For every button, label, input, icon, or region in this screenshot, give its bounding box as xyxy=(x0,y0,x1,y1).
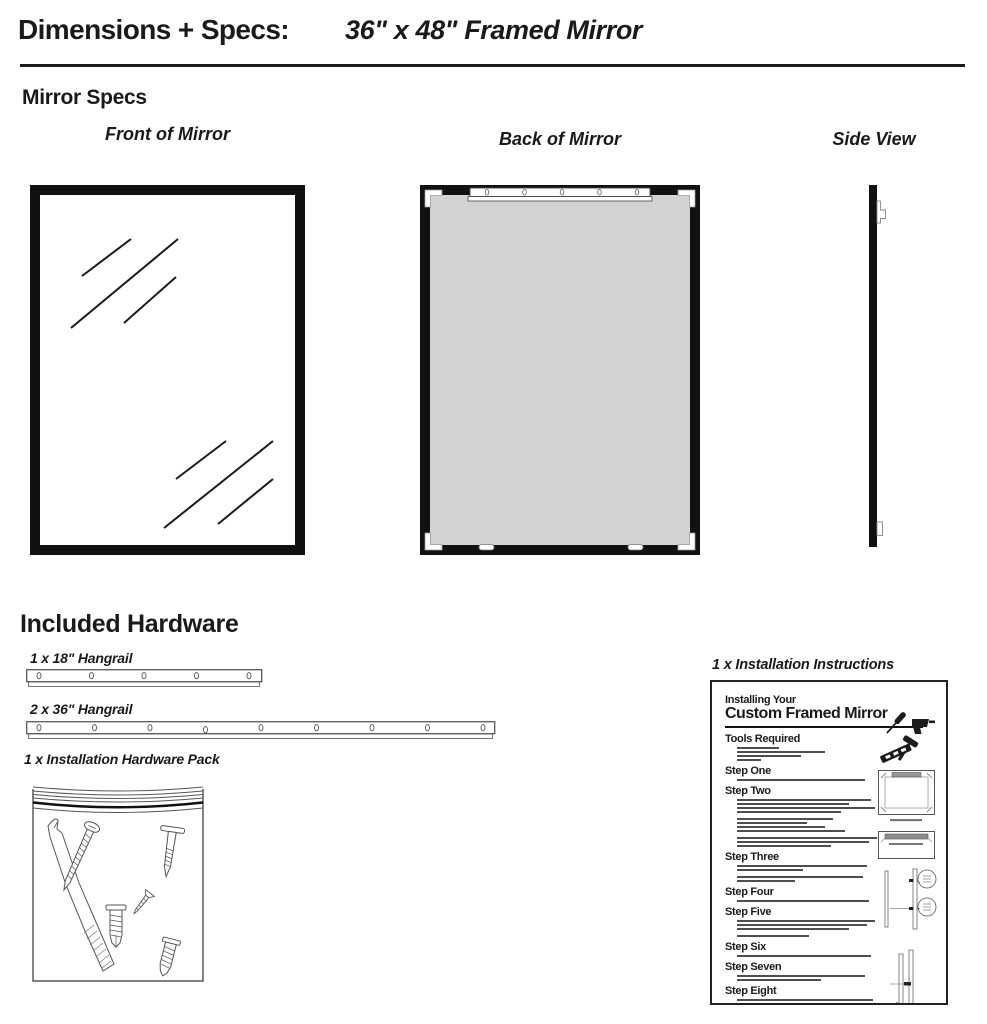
hangrail-36-label: 2 x 36" Hangrail xyxy=(30,701,133,717)
doc-title-line1: Installing Your xyxy=(725,694,796,706)
hardware-pack-diagram xyxy=(31,781,206,988)
step-eight-heading: Step Eight xyxy=(725,985,777,997)
security-brackets-figure xyxy=(877,769,939,825)
back-dust-cover xyxy=(430,195,690,545)
doc-figures-column xyxy=(875,708,941,1005)
side-view-label: Side View xyxy=(832,129,916,149)
step-one-heading: Step One xyxy=(725,765,771,777)
front-view-label: Front of Mirror xyxy=(105,124,230,144)
step-five-heading: Step Five xyxy=(725,906,772,918)
instructions-label: 1 x Installation Instructions xyxy=(712,657,894,673)
instructions-page xyxy=(710,680,948,1005)
hardware-pack-label: 1 x Installation Hardware Pack xyxy=(24,751,220,767)
step-seven-heading: Step Seven xyxy=(725,961,782,973)
included-hardware-heading: Included Hardware xyxy=(20,610,239,638)
hangrail-cleat xyxy=(877,201,886,223)
step-four-heading: Step Four xyxy=(725,886,774,898)
bag-outline xyxy=(33,789,203,981)
tools-required-heading: Tools Required xyxy=(725,733,801,745)
step-six-heading: Step Six xyxy=(725,941,767,953)
step-three-heading: Step Three xyxy=(725,851,779,863)
wall-mount-figure-2 xyxy=(878,948,938,1005)
mirror-shine-lines xyxy=(40,195,295,545)
page-title: Dimensions + Specs: xyxy=(18,14,290,45)
mounted-hangrail xyxy=(468,188,652,201)
hangrail-36-diagram xyxy=(26,721,496,746)
page-subtitle: 36" x 48" Framed Mirror xyxy=(345,15,643,45)
back-mirror-diagram xyxy=(420,185,700,560)
step-two-heading: Step Two xyxy=(725,785,771,797)
doc-title-line2: Custom Framed Mirror xyxy=(725,705,888,722)
back-view-label: Back of Mirror xyxy=(498,129,622,149)
side-profile xyxy=(869,185,877,547)
tools-icon xyxy=(879,708,937,764)
wall-mount-figure-1 xyxy=(878,867,938,943)
hangrail-18-diagram xyxy=(26,669,264,694)
hangrail-18-label: 1 x 18" Hangrail xyxy=(30,650,133,666)
header-divider xyxy=(20,64,965,67)
side-view-diagram xyxy=(860,185,890,560)
hangrail-position-figure xyxy=(877,830,939,862)
mirror-specs-heading: Mirror Specs xyxy=(22,86,147,109)
bottom-spacer xyxy=(877,522,883,536)
front-mirror-diagram xyxy=(30,185,305,555)
